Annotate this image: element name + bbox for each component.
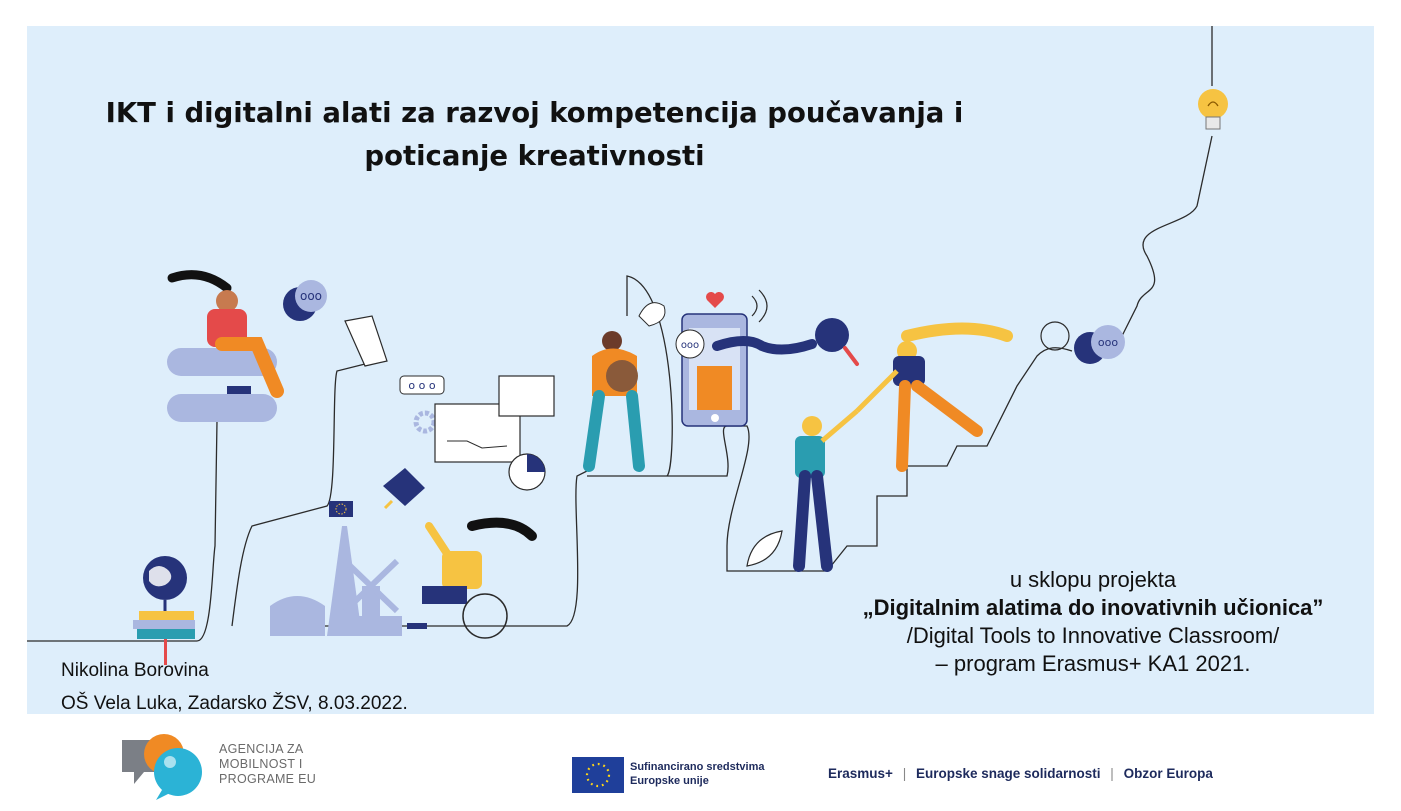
programme-list: [828, 766, 1213, 781]
agency-logo: [122, 732, 317, 807]
eu-cofunded-text: [630, 760, 765, 788]
eu-flag-icon: [329, 501, 353, 517]
programme-separator: |: [902, 766, 907, 781]
author-name: Nikolina Borovina: [61, 660, 209, 681]
chat-window: [499, 376, 554, 416]
svg-text:ooo: ooo: [680, 340, 700, 351]
note-icon: [345, 316, 387, 366]
wifi-icon: [752, 290, 767, 322]
programme-separator: |: [1110, 766, 1114, 781]
person-climbing-figure: [795, 411, 857, 566]
chat-bubble-icon: [676, 330, 704, 358]
slide: [27, 26, 1374, 714]
footer: [0, 714, 1401, 811]
pie-chart-icon: [509, 454, 545, 490]
project-name: „Digitalnim alatima do inovativnih učionica”: [862, 595, 1324, 620]
person-sitting-figure: [172, 275, 277, 394]
magnifier-icon: [815, 318, 857, 364]
lightbulb-icon: [1198, 89, 1228, 129]
title-line-1: IKT i digitalni alati za razvoj kompetencija poučavanja i: [105, 97, 964, 129]
gear-icon: [416, 413, 434, 431]
person-standing-figure: [589, 303, 665, 466]
agency-line-3: PROGRAME EU: [219, 772, 317, 786]
project-program: – program Erasmus+ KA1 2021.: [935, 651, 1251, 676]
globe-icon: [143, 556, 187, 611]
heart-icon: [706, 292, 724, 308]
agency-line-2: MOBILNOST I: [219, 757, 303, 771]
project-intro: u sklopu projekta: [1009, 567, 1177, 592]
author-block: [61, 654, 408, 714]
agency-line-1: AGENCIJA ZA: [219, 742, 304, 756]
eu-flag-icon: [572, 757, 624, 793]
lightbulb-outline-icon: [1041, 322, 1069, 350]
svg-text:o o o: o o o: [408, 379, 436, 392]
agency-name: [219, 742, 316, 787]
eu-line-1: Sufinancirano sredstvima: [630, 761, 765, 773]
svg-text:ooo: ooo: [299, 289, 323, 303]
svg-text:ooo: ooo: [1097, 336, 1119, 349]
project-block: [817, 566, 1369, 678]
wheelchair-figure: [407, 523, 532, 638]
agency-logo-icon: [122, 732, 212, 802]
eiffel-tower-icon: [327, 526, 362, 636]
graduation-cap-icon: [383, 468, 425, 508]
chat-bubble-icon: [1074, 325, 1125, 364]
eu-line-2: Europske unije: [630, 775, 709, 787]
chat-bubble-icon: [400, 376, 444, 394]
author-details: OŠ Vela Luka, Zadarsko ŽSV, 8.03.2022.: [61, 693, 408, 714]
leaf-icon: [747, 531, 782, 566]
programme-erasmus: Erasmus+: [828, 766, 893, 781]
title-line-2: poticanje kreativnosti: [364, 140, 705, 172]
project-english: /Digital Tools to Innovative Classroom/: [906, 623, 1280, 648]
programme-solidarity: Europske snage solidarnosti: [915, 766, 1101, 781]
slide-title: [67, 92, 1002, 178]
programme-horizon: Obzor Europa: [1123, 766, 1213, 781]
